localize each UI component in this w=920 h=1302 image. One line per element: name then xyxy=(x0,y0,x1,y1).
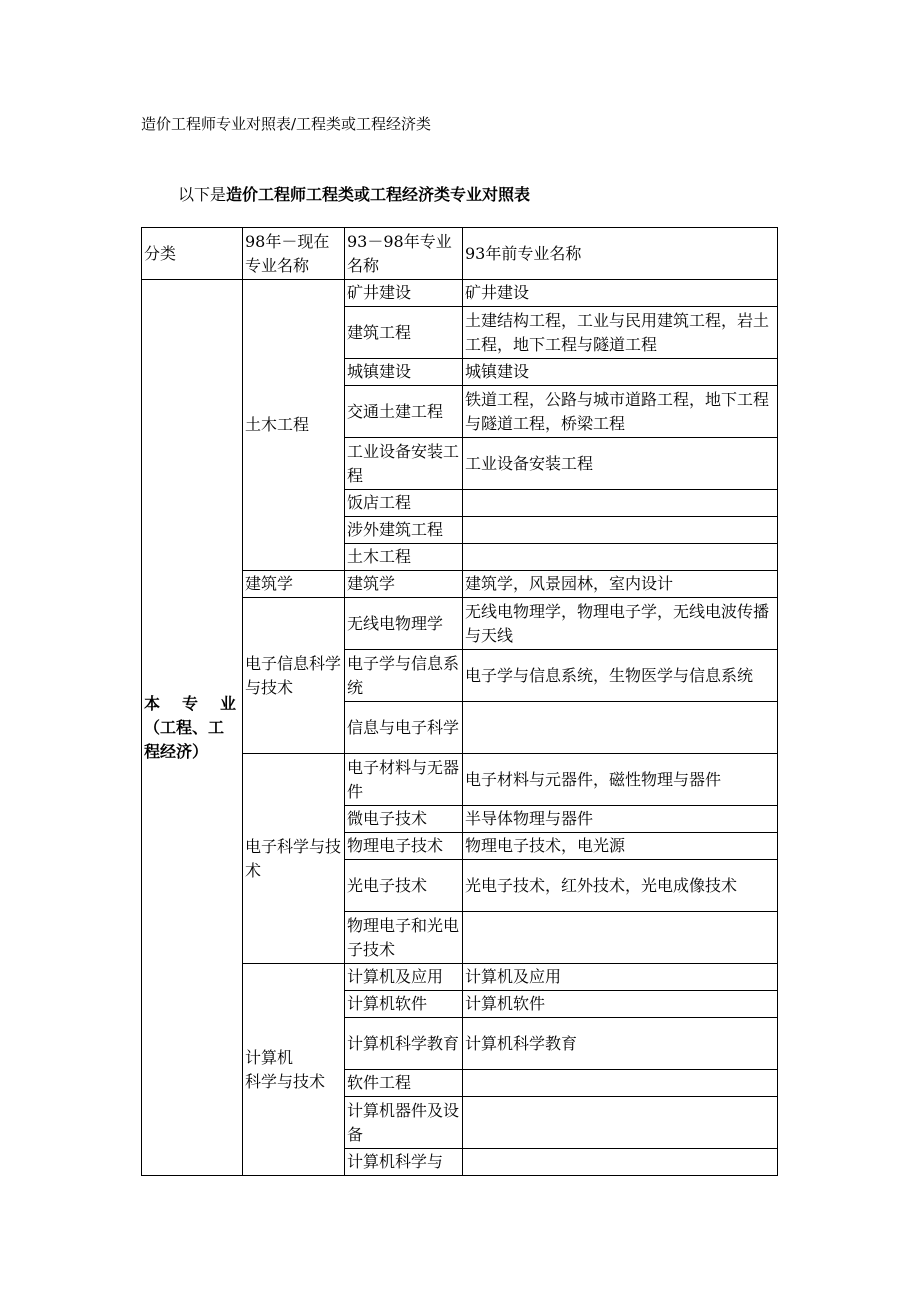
old-major: 无线电物理学，物理电子学，无线电波传播与天线 xyxy=(463,598,778,650)
mid-major: 软件工程 xyxy=(345,1070,463,1097)
category-char: 业 xyxy=(219,693,236,713)
category-char: 本 xyxy=(144,693,161,713)
old-major: 矿井建设 xyxy=(463,280,778,307)
old-major: 铁道工程，公路与城市道路工程，地下工程与隧道工程，桥梁工程 xyxy=(463,386,778,438)
mid-major: 电子材料与无器件 xyxy=(345,754,463,806)
mid-major: 饭店工程 xyxy=(345,490,463,517)
header-93-98-major: 93－98年专业名称 xyxy=(345,228,463,280)
old-major xyxy=(463,912,778,964)
mid-major: 涉外建筑工程 xyxy=(345,517,463,544)
mid-major: 工业设备安装工程 xyxy=(345,438,463,490)
mid-major: 物理电子和光电子技术 xyxy=(345,912,463,964)
old-major: 计算机科学教育 xyxy=(463,1018,778,1070)
category-char: 专 xyxy=(181,693,198,713)
old-major: 电子学与信息系统，生物医学与信息系统 xyxy=(463,650,778,702)
old-major: 电子材料与元器件，磁性物理与器件 xyxy=(463,754,778,806)
mid-major: 计算机科学教育 xyxy=(345,1018,463,1070)
header-category: 分类 xyxy=(142,228,243,280)
old-major: 计算机及应用 xyxy=(463,964,778,991)
group-civil-engineering: 土木工程 xyxy=(243,280,345,571)
mid-major: 信息与电子科学 xyxy=(345,702,463,754)
old-major: 土建结构工程，工业与民用建筑工程，岩土工程，地下工程与隧道工程 xyxy=(463,307,778,359)
category-line3: 程经济） xyxy=(144,741,209,761)
mid-major: 计算机器件及设备 xyxy=(345,1097,463,1149)
mid-major: 交通土建工程 xyxy=(345,386,463,438)
mid-major: 微电子技术 xyxy=(345,806,463,833)
old-major xyxy=(463,490,778,517)
mid-major: 物理电子技术 xyxy=(345,833,463,860)
old-major: 半导体物理与器件 xyxy=(463,806,778,833)
old-major xyxy=(463,1097,778,1149)
mid-major: 计算机软件 xyxy=(345,991,463,1018)
old-major: 物理电子技术，电光源 xyxy=(463,833,778,860)
group-electronic-science: 电子科学与技术 xyxy=(243,754,345,964)
old-major xyxy=(463,544,778,571)
old-major: 建筑学，风景园林，室内设计 xyxy=(463,571,778,598)
table-caption xyxy=(178,184,530,206)
major-comparison-table xyxy=(141,227,778,1176)
mid-major: 城镇建设 xyxy=(345,359,463,386)
mid-major: 计算机科学与 xyxy=(345,1149,463,1176)
header-current-major: 98年－现在专业名称 xyxy=(243,228,345,280)
old-major xyxy=(463,1070,778,1097)
category-line2: （工程、工 xyxy=(144,717,225,737)
header-row xyxy=(142,228,778,280)
mid-major: 光电子技术 xyxy=(345,860,463,912)
group-name-line1: 计算机 xyxy=(245,1047,294,1067)
mid-major: 矿井建设 xyxy=(345,280,463,307)
document-title: 造价工程师专业对照表/工程类或工程经济类 xyxy=(141,115,432,133)
old-major: 光电子技术，红外技术，光电成像技术 xyxy=(463,860,778,912)
mid-major: 电子学与信息系统 xyxy=(345,650,463,702)
mid-major: 无线电物理学 xyxy=(345,598,463,650)
group-electronic-information: 电子信息科学与技术 xyxy=(243,598,345,754)
category-cell xyxy=(142,280,243,1176)
old-major xyxy=(463,517,778,544)
group-computer-science xyxy=(243,964,345,1176)
old-major: 城镇建设 xyxy=(463,359,778,386)
header-pre-93-major: 93年前专业名称 xyxy=(463,228,778,280)
old-major: 计算机软件 xyxy=(463,991,778,1018)
group-architecture: 建筑学 xyxy=(243,571,345,598)
caption-bold: 造价工程师工程类或工程经济类专业对照表 xyxy=(226,185,531,204)
mid-major: 建筑工程 xyxy=(345,307,463,359)
mid-major: 建筑学 xyxy=(345,571,463,598)
old-major xyxy=(463,702,778,754)
mid-major: 土木工程 xyxy=(345,544,463,571)
mid-major: 计算机及应用 xyxy=(345,964,463,991)
table-row xyxy=(142,280,778,307)
caption-prefix: 以下是 xyxy=(178,185,227,204)
group-name-line2: 科学与技术 xyxy=(245,1071,326,1091)
old-major xyxy=(463,1149,778,1176)
old-major: 工业设备安装工程 xyxy=(463,438,778,490)
